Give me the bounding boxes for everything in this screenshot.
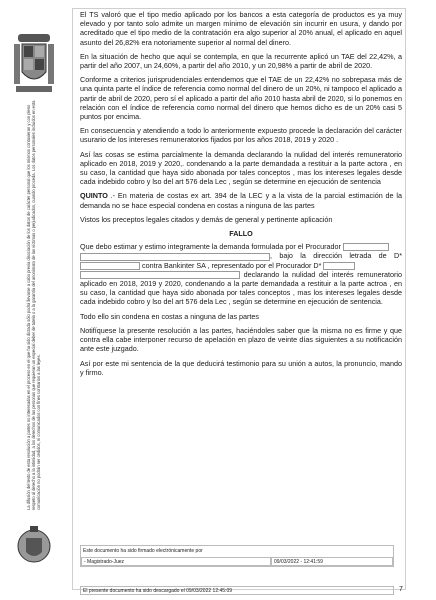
redacted-field <box>80 262 140 270</box>
fallo-heading: FALLO <box>229 229 253 239</box>
download-footer: El presente documento ha sido descargado el 09/03/2022 12:45:09 <box>80 586 394 595</box>
paragraph-estima: Así las cosas se estima parcialmente la demanda declarando la nulidad del interés remuneratorio aplicado en 2018, 2019 y 2020,. condenando a la parte demandada a restituir a la parte actora , en su caso, la cantidad que haya sido abonada por tales conceptos , mas los intereses legales desde cada indebido cobro y lso del art 576 dela Lec , según se determine en ejecución de sentencia <box>80 149 402 187</box>
quinto-heading: QUINTO <box>80 191 108 201</box>
signature-box <box>80 545 394 567</box>
paragraph-costas: Todo ello sin condena en costas a ninguna de las partes <box>80 311 260 321</box>
paragraph-criterios: Conforme a criterios jurisprudenciales entendemos que el TAE de un 22,42% no sobrepasa más de una quinta parte el índice de referencia como normal del dinero de un 20%, ni tampoco el aplicado a partir de abril de 2020, pero sí el aplicado a partir del año 2010 hasta abril de 2020, si lo ponemos en relación con el índice de referencia como normal del dinero que hemos dicho es de un 20% casi 5 puntos por encima. <box>80 75 402 122</box>
fallo-text-d: declarando la nulidad del interés remuneratorio aplicado en 2018, 2019 y 2020, condenando a la parte demandada a restituir a la parte actroa , en su caso, la cantidad que haya sido abonada por tales conceptos , mas los intereses legales desde cada indebido cobro y lso del art 576 dela Lec , según se determine en ejecución de sentencia. <box>80 269 402 307</box>
paragraph-firma: Así por este mi sentencia de la que deducirá testimonio para su unión a autos, la pronuncio, mando y firmo. <box>80 358 402 377</box>
signature-role: - Magistrado-Juez <box>81 557 271 566</box>
coat-of-arms-spain-icon <box>12 32 56 96</box>
redacted-field <box>80 271 240 279</box>
signature-header: Este documento ha sido firmado electrónicamente por <box>83 548 203 554</box>
fallo-text-b: , bajo la dirección letrada de D* <box>270 251 402 261</box>
paragraph-vistos: Vistos los preceptos legales citados y demás de general y pertinente aplicación <box>80 214 333 224</box>
paragraph-situacion: En la situación de hecho que aquí se contempla, en que la recurrente aplicó un TAE del 22,42%, a partir del año 2007, un 24,60%, a partir del año 2010, y un 20,98% a partir de abril de 2020. <box>80 51 402 71</box>
fallo-text-c: contra Bankinter SA , representado por el Procurador D* <box>142 260 322 270</box>
seal-icon <box>14 524 54 568</box>
redacted-field <box>80 253 270 261</box>
paragraph-quinto <box>80 191 402 209</box>
document-body <box>80 10 402 382</box>
signature-datetime: 09/03/2022 - 12:41:59 <box>271 557 393 566</box>
fallo-text-a: Que debo estimar y estimo integramente la demanda formulada por el Procurador <box>80 242 341 252</box>
paragraph-ts: El TS valoró que el tipo medio aplicado por los bancos a esta categoría de productos es ya muy elevado y por tanto solo admite un margen mínimo de elevación sin incurrir en usura, y dando por acreditado que el tipo medio de la contratación era algo superior al 20% anual, el aplicado en aquel asunto del 26,82% era notoriamente superior al normal del dinero. <box>80 10 402 47</box>
paragraph-consecuencia: En consecuencia y atendiendo a todo lo anteriormente expuesto procede la declaración del carácter usurario de los intereses remuneratorios fijados por los años 2018, 2019 y 2020 . <box>80 126 402 145</box>
paragraph-notifiquese: Notifíquese la presente resolución a las partes, haciéndoles saber que la misma no es firme y que contra ella cabe interponer recurso de apelación en plazo de veinte días siguientes a su notificación ante este juzgado. <box>80 325 402 354</box>
redacted-field <box>323 262 355 270</box>
page-number: 7 <box>399 586 403 593</box>
paragraph-fallo <box>80 242 402 306</box>
redacted-field <box>343 243 389 251</box>
quinto-text: .- En materia de costas ex art. 394 de la LEC y a la vista de la parcial estimación de la demanda no se hace especial condena en costas a ninguna de las partes <box>80 191 402 210</box>
privacy-notice-vertical: La difusión del texto de esta resolución a partes no interesadas en el proceso en el que ha sido dictada sólo podrá llevarse a cabo previa disociación de los datos de carácter personal que los mismos contuvieran y con pleno respeto al derecho a la intimidad, a los derechos de las personas que requieran un especial deber de tutela o a la garantía del anonimato de las víctimas o perjudicados, cuando proceda. Los datos personales incluidos en esta comunicación no podrán ser cedidos, ni comunicados con fines contrarios a las leyes. <box>26 100 42 510</box>
